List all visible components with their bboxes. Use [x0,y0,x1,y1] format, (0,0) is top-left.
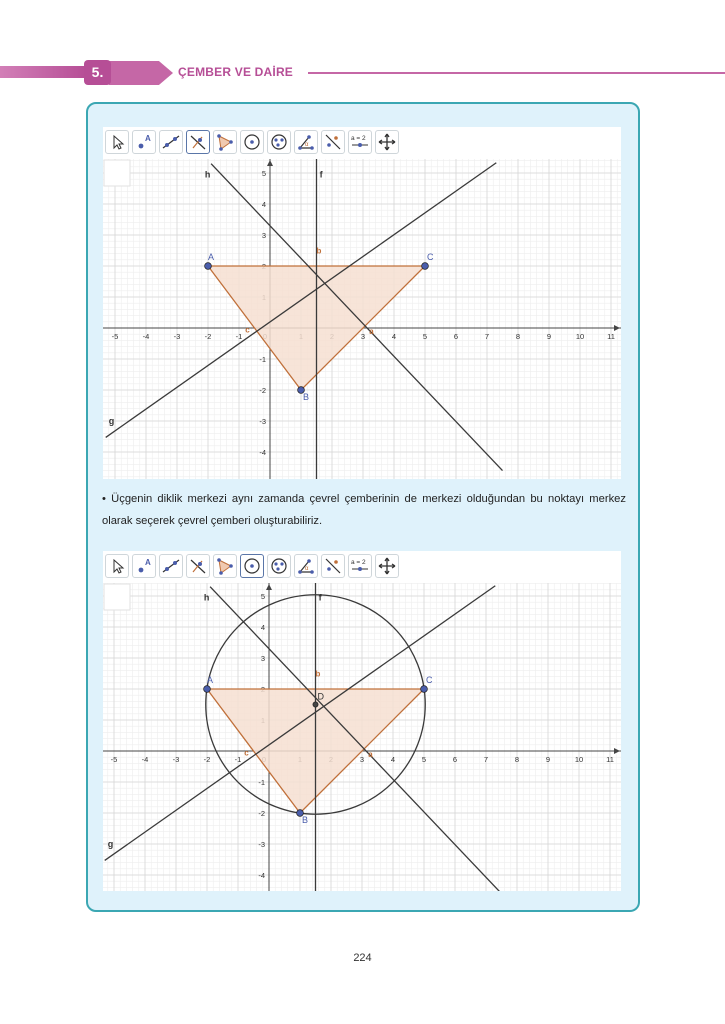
point-label-a: A [207,675,214,685]
point-label-a: A [208,252,215,262]
point-tool-button[interactable] [132,554,156,578]
x-tick-label: 9 [545,755,551,764]
move-tool-icon [107,556,127,576]
point-label-c: C [426,675,433,685]
y-tick-label: 4 [260,623,265,632]
y-tick-label: -3 [259,417,266,426]
y-tick-label: -3 [258,840,265,849]
geogebra-panel-2 [103,551,621,891]
view-toggle-box [104,160,130,186]
perpendicular-line-tool-icon [188,132,208,152]
line-tool-button[interactable] [159,554,183,578]
coordinate-graph-2[interactable] [103,583,621,891]
move-tool-icon [107,132,127,152]
x-tick-label: -3 [172,755,180,764]
side-label-b: b [315,669,321,679]
y-tick-label: -1 [259,355,266,364]
x-tick-label: -5 [111,332,119,341]
y-axis-arrow [266,584,272,590]
header-decoration-bar [0,66,86,78]
x-tick-label: -2 [204,332,212,341]
point-tool-icon [134,132,154,152]
svg-text:a = 2: a = 2 [351,135,366,142]
y-tick-label: 5 [261,169,266,178]
page-number: 224 [353,952,372,964]
side-label-a: a [368,750,373,760]
circle-center-point-tool-button[interactable] [240,130,264,154]
explanation-text: • Üçgenin diklik merkezi aynı zamanda çevrel çemberinin de merkezi olduğundan bu noktayı merkez olarak seçerek çevrel çemberi oluşturabiliriz. [102,493,626,527]
y-tick-label: -1 [258,778,265,787]
perpendicular-line-tool-button[interactable] [186,130,210,154]
geogebra-panel-1 [103,127,621,479]
y-tick-label: -4 [259,448,266,457]
x-tick-label: 7 [484,332,490,341]
reflect-tool-button[interactable] [321,130,345,154]
reflect-tool-icon [323,556,343,576]
x-tick-label: -3 [173,332,181,341]
y-tick-label: 4 [261,200,266,209]
x-tick-label: 4 [391,332,397,341]
perpendicular-line-tool-button[interactable] [186,554,210,578]
point-label-c: C [427,252,434,262]
angle-tool-button[interactable] [294,130,318,154]
line-label-g: g [107,839,114,850]
x-tick-label: -1 [235,332,243,341]
x-tick-label: 3 [359,755,365,764]
x-axis-arrow [614,748,620,754]
x-tick-label: -1 [234,755,242,764]
move-graphics-view-icon [377,132,397,152]
x-tick-label: 11 [606,755,614,764]
x-tick-label: 8 [515,332,521,341]
circle-three-points-tool-button[interactable] [267,554,291,578]
x-tick-label: -4 [142,332,150,341]
x-tick-label: -5 [110,755,118,764]
x-tick-label: -4 [141,755,149,764]
side-label-a: a [369,327,374,337]
point-tool-icon [134,556,154,576]
x-tick-label: 5 [422,332,428,341]
line-label-h: h [203,592,210,603]
side-label-c: c [245,325,250,335]
line-tool-button[interactable] [159,130,183,154]
x-tick-label: 6 [453,332,459,341]
view-toggle-box [104,584,130,610]
point-tool-button[interactable] [132,130,156,154]
y-tick-label: -2 [259,386,266,395]
chapter-title: ÇEMBER VE DAİRE [178,65,294,79]
reflect-tool-button[interactable] [321,554,345,578]
point-a [205,263,212,270]
polygon-tool-button[interactable] [213,130,237,154]
polygon-tool-icon [215,132,235,152]
geogebra-toolbar [105,130,399,156]
side-label-c: c [244,748,249,758]
svg-text:A: A [145,134,151,143]
point-a [204,686,211,693]
slider-tool-icon [350,556,370,576]
circle-three-points-tool-icon [269,132,289,152]
move-tool-button[interactable] [105,554,129,578]
slider-tool-button[interactable] [348,554,372,578]
line-label-g: g [108,416,115,427]
x-tick-label: 6 [452,755,458,764]
point-label-b: B [303,392,310,402]
x-tick-label: 5 [421,755,427,764]
angle-tool-icon [296,556,316,576]
y-tick-label: 3 [260,654,265,663]
point-c [422,263,429,270]
angle-tool-button[interactable] [294,554,318,578]
point-d [313,702,318,707]
x-tick-label: 10 [575,332,585,341]
point-label-b: B [302,815,309,825]
circle-three-points-tool-icon [269,556,289,576]
svg-text:α: α [305,142,309,148]
x-tick-label: 10 [574,755,584,764]
point-label-d: D [317,691,324,702]
reflect-tool-icon [323,132,343,152]
chapter-number: 5. [84,60,111,85]
line-label-h: h [204,169,211,180]
angle-tool-icon [296,132,316,152]
x-tick-label: 11 [607,332,615,341]
x-tick-label: 4 [390,755,396,764]
slider-tool-icon [350,132,370,152]
line-tool-icon [161,132,181,152]
geogebra-toolbar [105,554,399,580]
y-tick-label: 3 [261,231,266,240]
svg-text:α: α [305,566,309,572]
point-c [421,686,428,693]
header-arrow [109,61,173,85]
circle-three-points-tool-button[interactable] [267,130,291,154]
x-tick-label: 3 [360,332,366,341]
header-rule [308,72,725,74]
line-tool-icon [161,556,181,576]
svg-text:a = 2: a = 2 [351,559,366,566]
circle-center-point-tool-icon [242,132,262,152]
move-graphics-view-button[interactable] [375,554,399,578]
move-graphics-view-icon [377,556,397,576]
x-tick-label: 7 [483,755,489,764]
slider-tool-button[interactable] [348,130,372,154]
circle-center-point-tool-icon [242,556,262,576]
perpendicular-line-tool-icon [188,556,208,576]
coordinate-graph-1[interactable] [103,159,621,479]
polygon-tool-button[interactable] [213,554,237,578]
side-label-b: b [316,246,322,256]
x-tick-label: -2 [203,755,211,764]
y-tick-label: -4 [258,871,265,880]
polygon-tool-icon [215,556,235,576]
svg-text:A: A [145,558,151,567]
x-tick-label: 8 [514,755,520,764]
move-graphics-view-button[interactable] [375,130,399,154]
line-label-f: f [318,592,322,603]
line-label-f: f [319,169,323,180]
circle-center-point-tool-button[interactable] [240,554,264,578]
move-tool-button[interactable] [105,130,129,154]
y-tick-label: -2 [258,809,265,818]
x-tick-label: 9 [546,332,552,341]
y-tick-label: 5 [260,592,265,601]
